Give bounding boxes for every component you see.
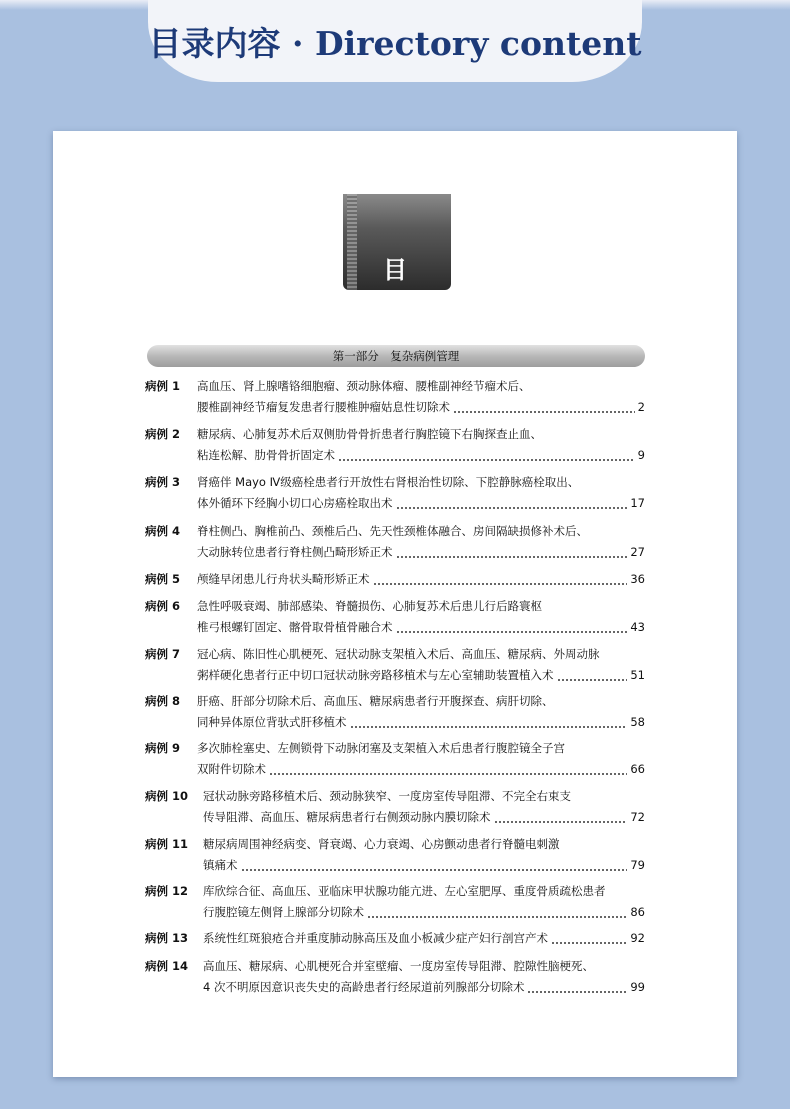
entry-title-line1: 冠状动脉旁路移植术后、颈动脉狭窄、一度房室传导阻滞、不完全右束支 (203, 789, 571, 803)
page-number: 58 (630, 715, 645, 729)
leader-dots (396, 542, 628, 562)
entry-title-line2: 行腹腔镜左侧肾上腺部分切除术 (203, 905, 364, 919)
case-label: 病例 14 (145, 959, 189, 973)
part-title: 第一部分 复杂病例管理 (147, 345, 645, 367)
entry-title-line1: 糖尿病周围神经病变、肾衰竭、心力衰竭、心房颤动患者行脊髓电刺激 (203, 837, 560, 851)
page-title: 目录内容 · Directory content (148, 24, 642, 63)
entry-title-line1: 库欣综合征、高血压、亚临床甲状腺功能亢进、左心室肥厚、重度骨质疏松患者 (203, 884, 606, 898)
entry-title-line2: 大动脉转位患者行脊柱侧凸畸形矫正术 (197, 545, 393, 559)
case-label: 病例 3 (145, 475, 181, 489)
case-label: 病例 5 (145, 572, 181, 586)
page-number: 86 (630, 905, 645, 919)
leader-dots (557, 665, 628, 685)
entry-title-line2: 同种异体原位背驮式肝移植术 (197, 715, 347, 729)
entry-title-line1: 糖尿病、心肺复苏术后双侧肋骨骨折患者行胸腔镜下右胸探查止血、 (197, 427, 542, 441)
entry-title-line1: 肾癌伴 Mayo Ⅳ级癌栓患者行开放性右肾根治性切除、下腔静脉癌栓取出、 (197, 475, 580, 489)
page-number: 92 (630, 931, 645, 945)
leader-dots (269, 759, 627, 779)
leader-dots (241, 855, 628, 875)
entry-title-line2: 体外循环下经胸小切口心房癌栓取出术 (197, 496, 393, 510)
entry-title-line1: 冠心病、陈旧性心肌梗死、冠状动脉支架植入术后、高血压、糖尿病、外周动脉 (197, 647, 600, 661)
entry-title-line1: 肝癌、肝部分切除术后、高血压、糖尿病患者行开腹探查、病肝切除、 (197, 694, 554, 708)
case-label: 病例 4 (145, 524, 181, 538)
entry-title-line2: 镇痛术 (203, 858, 238, 872)
entry-title-line2: 椎弓根螺钉固定、髂骨取骨植骨融合术 (197, 620, 393, 634)
entry-title-line2: 双附件切除术 (197, 762, 266, 776)
case-label: 病例 8 (145, 694, 181, 708)
page-number: 72 (630, 810, 645, 824)
case-label: 病例 6 (145, 599, 181, 613)
leader-dots (373, 569, 628, 589)
entry-title-line2: 传导阻滞、高血压、糖尿病患者行右侧颈动脉内膜切除术 (203, 810, 491, 824)
leader-dots (494, 807, 628, 827)
entry-title-line2: 4 次不明原因意识丧失史的高龄患者行经尿道前列腺部分切除术 (203, 980, 525, 994)
toc-list (53, 131, 737, 1077)
entry-title-line2: 粥样硬化患者行正中切口冠状动脉旁路移植术与左心室辅助装置植入术 (197, 668, 554, 682)
page-number: 2 (637, 400, 645, 414)
leader-dots (551, 928, 627, 948)
toc-page (53, 131, 737, 1077)
page-number: 36 (630, 572, 645, 586)
case-label: 病例 2 (145, 427, 181, 441)
page-number: 43 (630, 620, 645, 634)
page-number: 99 (630, 980, 645, 994)
case-label: 病例 13 (145, 931, 189, 945)
leader-dots (396, 617, 628, 637)
case-label: 病例 9 (145, 741, 181, 755)
leader-dots (350, 712, 628, 732)
leader-dots (396, 493, 628, 513)
case-label: 病例 7 (145, 647, 181, 661)
entry-title-line1: 高血压、糖尿病、心肌梗死合并室壁瘤、一度房室传导阻滞、腔隙性脑梗死、 (203, 959, 594, 973)
page-number: 79 (630, 858, 645, 872)
page-number: 66 (630, 762, 645, 776)
entry-title-line1: 急性呼吸衰竭、肺部感染、脊髓损伤、心肺复苏术后患儿行后路寰枢 (197, 599, 542, 613)
entry-title-line1: 多次肺栓塞史、左侧锁骨下动脉闭塞及支架植入术后患者行腹腔镜全子宫 (197, 741, 565, 755)
leader-dots (453, 397, 635, 417)
leader-dots (338, 445, 635, 465)
contents-heading: 目 录 (383, 255, 459, 319)
entry-title-line1: 高血压、肾上腺嗜铬细胞瘤、颈动脉体瘤、腰椎副神经节瘤术后、 (197, 379, 531, 393)
entry-title: 系统性红斑狼疮合并重度肺动脉高压及血小板减少症产妇行剖宫产术 (203, 931, 548, 945)
case-label: 病例 12 (145, 884, 189, 898)
leader-dots (527, 977, 627, 997)
case-label: 病例 1 (145, 379, 181, 393)
case-label: 病例 10 (145, 789, 189, 803)
page-number: 51 (630, 668, 645, 682)
entry-title: 颅缝早闭患儿行舟状头畸形矫正术 (197, 572, 370, 586)
case-label: 病例 11 (145, 837, 189, 851)
entry-title-line2: 腰椎副神经节瘤复发患者行腰椎肿瘤姑息性切除术 (197, 400, 450, 414)
page-number: 27 (630, 545, 645, 559)
page-number: 17 (630, 496, 645, 510)
entry-title-line2: 粘连松解、肋骨骨折固定术 (197, 448, 335, 462)
page-number: 9 (637, 448, 645, 462)
entry-title-line1: 脊柱侧凸、胸椎前凸、颈椎后凸、先天性颈椎体融合、房间隔缺损修补术后、 (197, 524, 588, 538)
leader-dots (367, 902, 627, 922)
